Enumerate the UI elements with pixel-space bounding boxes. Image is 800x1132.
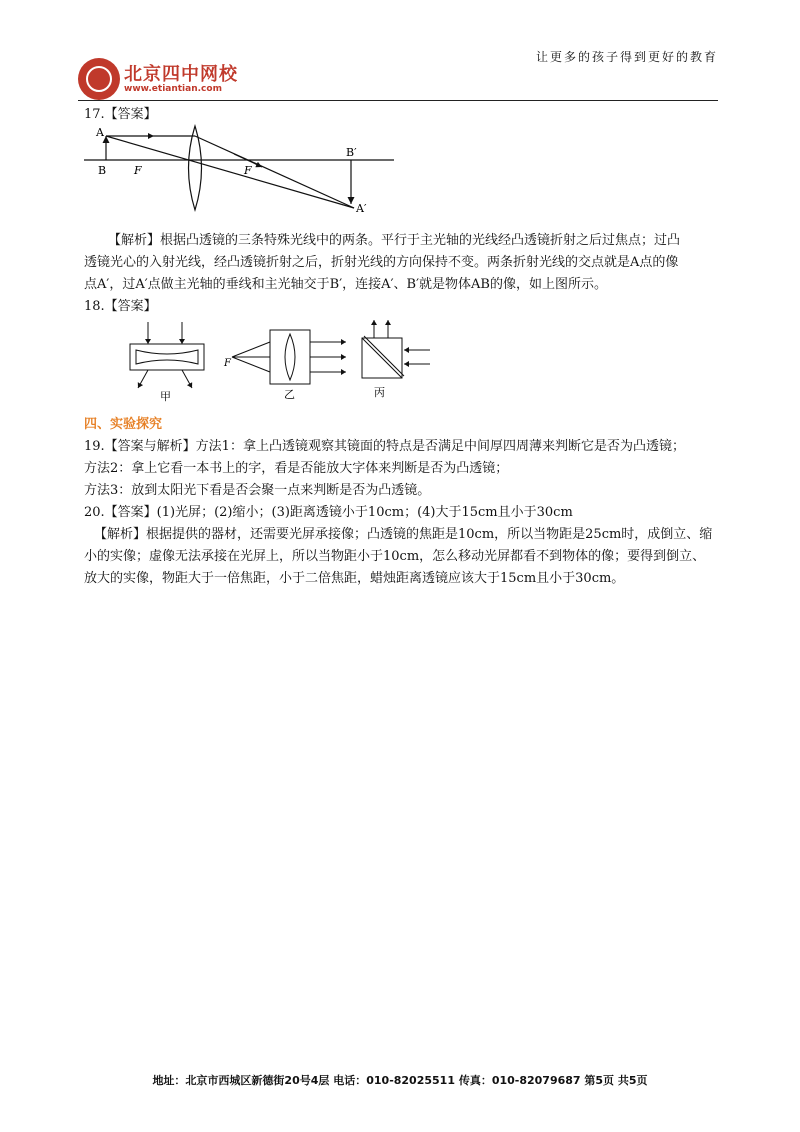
diagram-jia	[130, 322, 204, 403]
point-b-label: B	[98, 164, 107, 177]
logo-text: 北京四中网校	[124, 64, 238, 85]
q18-optics-diagram	[124, 318, 454, 404]
section-4-title: 四、实验探究	[84, 417, 163, 432]
page-header	[78, 40, 718, 100]
label-jia: 甲	[160, 390, 171, 403]
header-slogan: 让更多的孩子得到更好的教育	[535, 50, 718, 64]
q20-answer: 20.【答案】(1)光屏；(2)缩小；(3)距离透镜小于10cm；(4)大于15cm且小于30cm	[84, 505, 573, 520]
diagram-bing	[362, 320, 430, 399]
label-yi: 乙	[284, 388, 295, 401]
q19-line2: 方法2：拿上它看一本书上的字，看是否能放大字体来判断是否为凸透镜；	[84, 461, 509, 476]
school-logo-icon	[78, 58, 120, 100]
q20-analysis-line2: 小的实像；虚像无法承接在光屏上，所以当物距小于10cm，怎么移动光屏都看不到物体的像；要得到倒立、	[84, 549, 706, 564]
q19-line1: 19.【答案与解析】方法1：拿上凸透镜观察其镜面的特点是否满足中间厚四周薄来判断它是否为凸透镜；	[84, 439, 685, 454]
q17-analysis-line2: 透镜光心的入射光线，经凸透镜折射之后，折射光线的方向保持不变。两条折射光线的交点就是A点的像	[84, 255, 679, 270]
point-a-label: A	[96, 126, 104, 139]
header-divider	[78, 100, 718, 101]
q20-analysis-line3: 放大的实像，物距大于一倍焦距，小于二倍焦距，蜡烛距离透镜应该大于15cm且小于30cm。	[84, 571, 625, 586]
q18-label: 18.【答案】	[84, 299, 157, 314]
q17-analysis-line3: 点A′，过A′点做主光轴的垂线和主光轴交于B′，连接A′、B′就是物体AB的像，如上图所示。	[84, 277, 607, 292]
point-a-prime-label: A′	[356, 202, 367, 215]
q20-analysis-line1: 【解析】根据提供的器材，还需要光屏承接像；凸透镜的焦距是10cm，所以当物距是25cm时，成倒立、缩	[94, 527, 713, 542]
q17-label: 17.【答案】	[84, 107, 157, 122]
focus-left-label: F	[134, 164, 142, 177]
label-bing: 丙	[374, 386, 385, 399]
label-f: F	[224, 358, 231, 369]
focus-right-label: F	[244, 164, 252, 177]
diagram-yi	[223, 330, 346, 401]
logo-url: www.etiantian.com	[124, 84, 222, 94]
q17-lens-diagram	[84, 124, 404, 216]
q19-line3: 方法3：放到太阳光下看是否会聚一点来判断是否为凸透镜。	[84, 483, 431, 498]
point-b-prime-label: B′	[346, 146, 357, 159]
q17-analysis-line1: 【解析】根据凸透镜的三条特殊光线中的两条。平行于主光轴的光线经凸透镜折射之后过焦点；过凸	[108, 233, 681, 248]
page-footer: 地址：北京市西城区新德街20号4层 电话：010-82025511 传真：010-82079687 第5页 共5页	[152, 1074, 648, 1087]
